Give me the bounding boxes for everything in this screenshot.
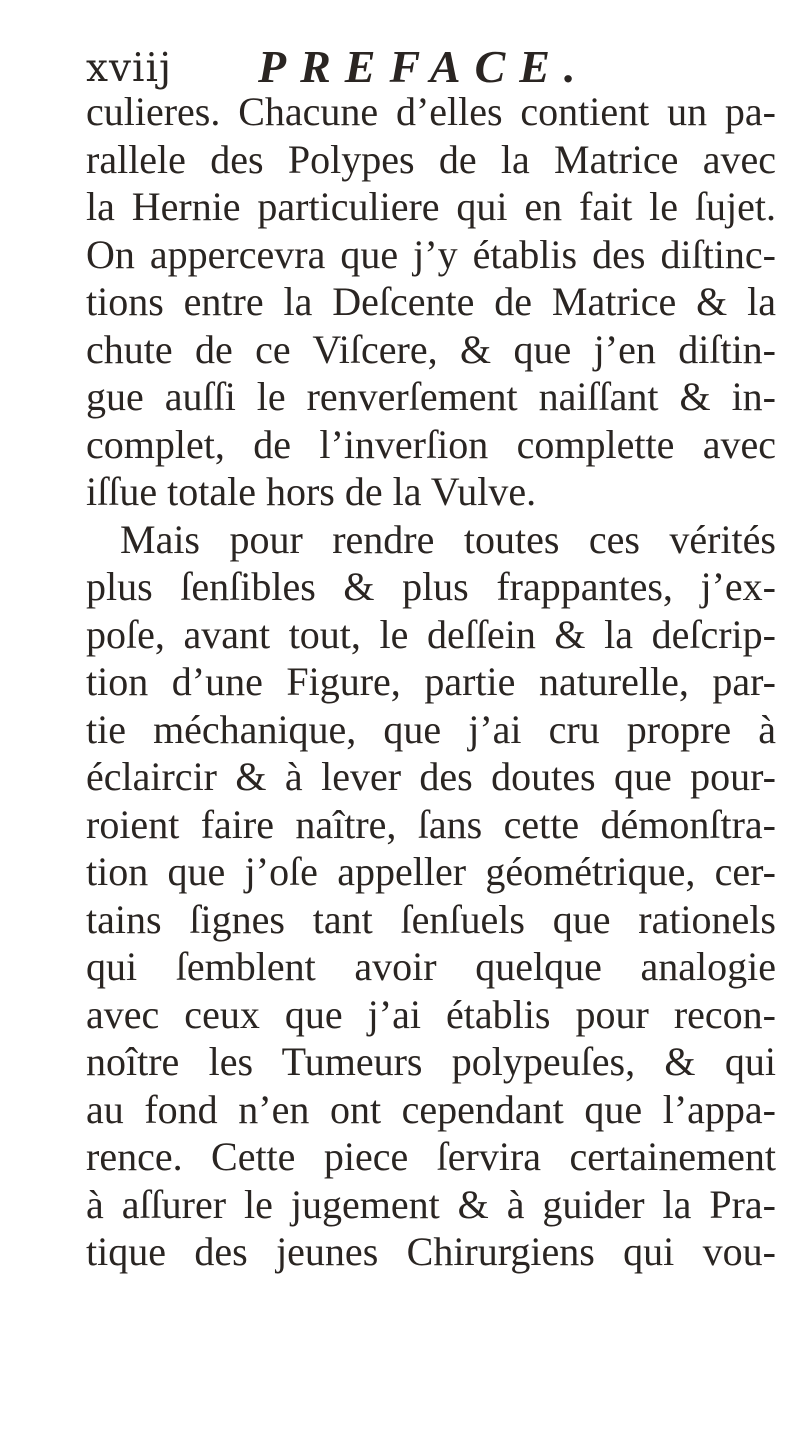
text-line: tion que j’oſe appeller géométrique, cer- [86, 849, 776, 894]
text-line: tion d’une Figure, partie naturelle, par- [86, 659, 776, 704]
text-line: avec ceux que j’ai établis pour recon- [86, 991, 776, 1037]
text-line: gue auſſi le renverſement naiſſant & in- [86, 374, 776, 419]
text-line: noître les Tumeurs polypeuſes, & qui [86, 1039, 776, 1084]
body-text [86, 88, 776, 1276]
text-line: tique des jeunes Chirurgiens qui vou- [86, 1229, 776, 1274]
text-line: roient faire naître, ſans cette démonſtra- [86, 801, 776, 847]
text-line: rallele des Polypes de la Matrice avec [86, 136, 776, 182]
text-line: la Hernie particuliere qui en fait le ſujet. [86, 184, 776, 229]
text-line: tie méchanique, que j’ai cru propre à [86, 706, 776, 752]
text-line: à aſſurer le jugement & à guider la Pra- [86, 1181, 776, 1227]
text-line: éclaircir & à lever des doutes que pour- [86, 754, 776, 799]
text-line: chute de ce Viſcere, & que j’en diſtin- [86, 326, 776, 372]
paragraph-end-line: iſſue totale hors de la Vulve. [86, 469, 537, 514]
text-line: plus ſenſibles & plus frappantes, j’ex- [86, 564, 776, 609]
text-line: On appercevra que j’y établis des diſtinc- [86, 231, 776, 277]
text-line: poſe, avant tout, le deſſein & la deſcrip- [86, 611, 776, 657]
text-line: tains ſignes tant ſenſuels que rationels [86, 896, 776, 942]
page-number: xviij [86, 46, 173, 91]
text-line: au fond n’en ont cependant que l’appa- [86, 1086, 776, 1132]
text-line: complet, de l’inverſion complette avec [86, 421, 776, 467]
text-line: tions entre la Deſcente de Matrice & la [86, 279, 776, 324]
paragraph-start-line: Mais pour rendre toutes ces vérités [120, 516, 776, 562]
running-title: PREFACE. [258, 41, 590, 92]
text-line: qui ſemblent avoir quelque analogie [86, 944, 776, 989]
text-line: rence. Cette piece ſervira certainement [86, 1134, 776, 1179]
text-line: culieres. Chacune d’elles contient un pa- [86, 89, 776, 134]
